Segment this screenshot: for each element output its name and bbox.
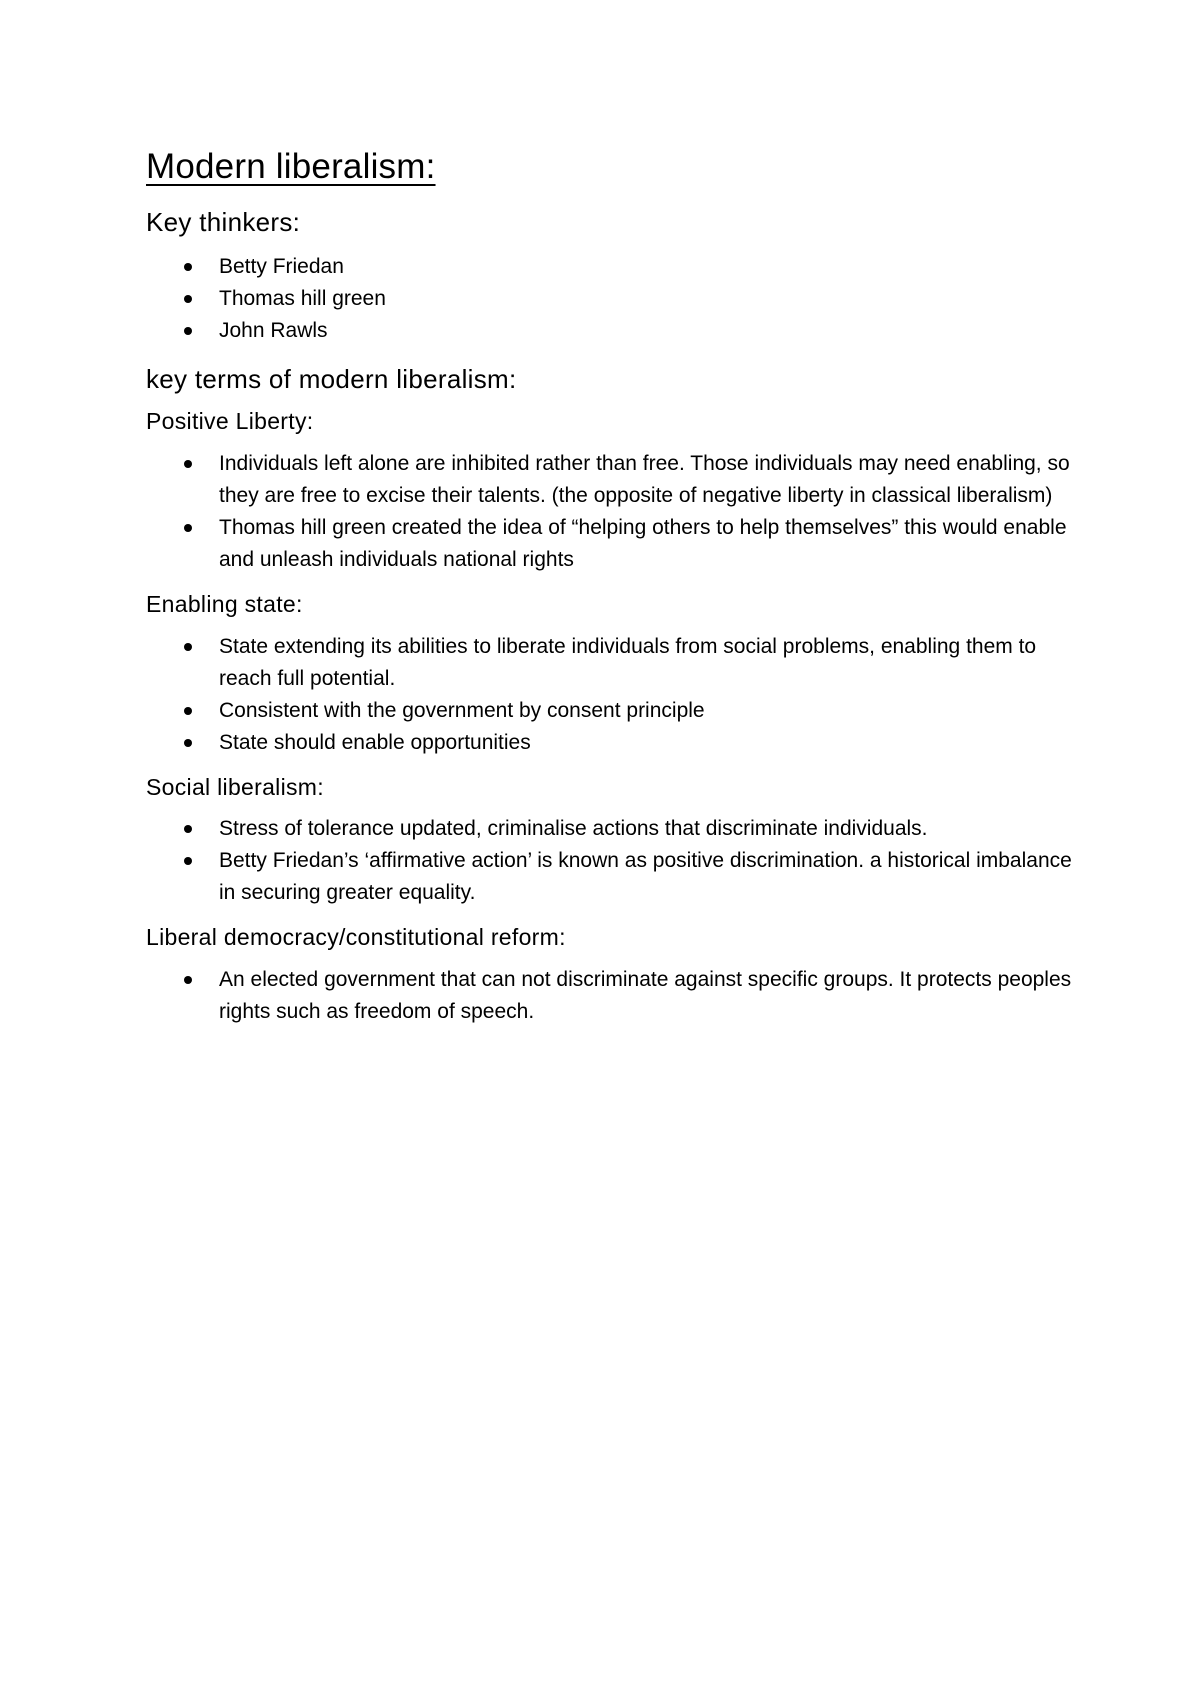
enabling-state-heading: Enabling state: <box>146 590 303 617</box>
positive-liberty-heading: Positive Liberty: <box>146 408 314 434</box>
list-item: Betty Friedan’s ‘affirmative action’ is known as positive discrimination. a historical imbalance in securing greater equality. <box>146 845 1076 909</box>
list-item: Thomas hill green created the idea of “helping others to help themselves” this would enable and unleash individuals national rights <box>146 512 1076 576</box>
list-item: Consistent with the government by consent principle <box>146 695 1076 727</box>
liberal-democracy-list <box>146 964 1076 1028</box>
enabling-state-list <box>146 631 1076 759</box>
key-thinkers-list <box>146 251 1076 347</box>
bullet-icon <box>184 739 192 747</box>
key-terms-heading: key terms of modern liberalism: <box>146 363 517 394</box>
list-item: State extending its abilities to liberate individuals from social problems, enabling them to reach full potential. <box>146 631 1076 695</box>
key-thinkers-heading: Key thinkers: <box>146 207 301 237</box>
list-item: State should enable opportunities <box>146 727 1076 759</box>
bullet-icon <box>184 327 192 335</box>
bullet-icon <box>184 263 192 271</box>
bullet-icon <box>184 976 192 984</box>
bullet-icon <box>184 524 192 532</box>
positive-liberty-list <box>146 448 1076 576</box>
bullet-icon <box>184 460 192 468</box>
list-item: Individuals left alone are inhibited rather than free. Those individuals may need enabling, so they are free to excise their talents. (the opposite of negative liberty in classical liberalism) <box>146 448 1076 512</box>
bullet-icon <box>184 643 192 651</box>
bullet-icon <box>184 295 192 303</box>
page-title: Modern liberalism: <box>146 147 436 186</box>
list-item: Betty Friedan <box>146 251 1076 283</box>
list-item: Thomas hill green <box>146 283 1076 315</box>
social-liberalism-heading: Social liberalism: <box>146 773 324 800</box>
list-item: John Rawls <box>146 315 1076 347</box>
list-item: An elected government that can not discriminate against specific groups. It protects peoples rights such as freedom of speech. <box>146 964 1076 1028</box>
list-item: Stress of tolerance updated, criminalise actions that discriminate individuals. <box>146 813 1076 845</box>
bullet-icon <box>184 707 192 715</box>
social-liberalism-list <box>146 813 1076 909</box>
document-body <box>146 146 1076 1042</box>
bullet-icon <box>184 825 192 833</box>
bullet-icon <box>184 857 192 865</box>
liberal-democracy-heading: Liberal democracy/constitutional reform: <box>146 924 566 951</box>
